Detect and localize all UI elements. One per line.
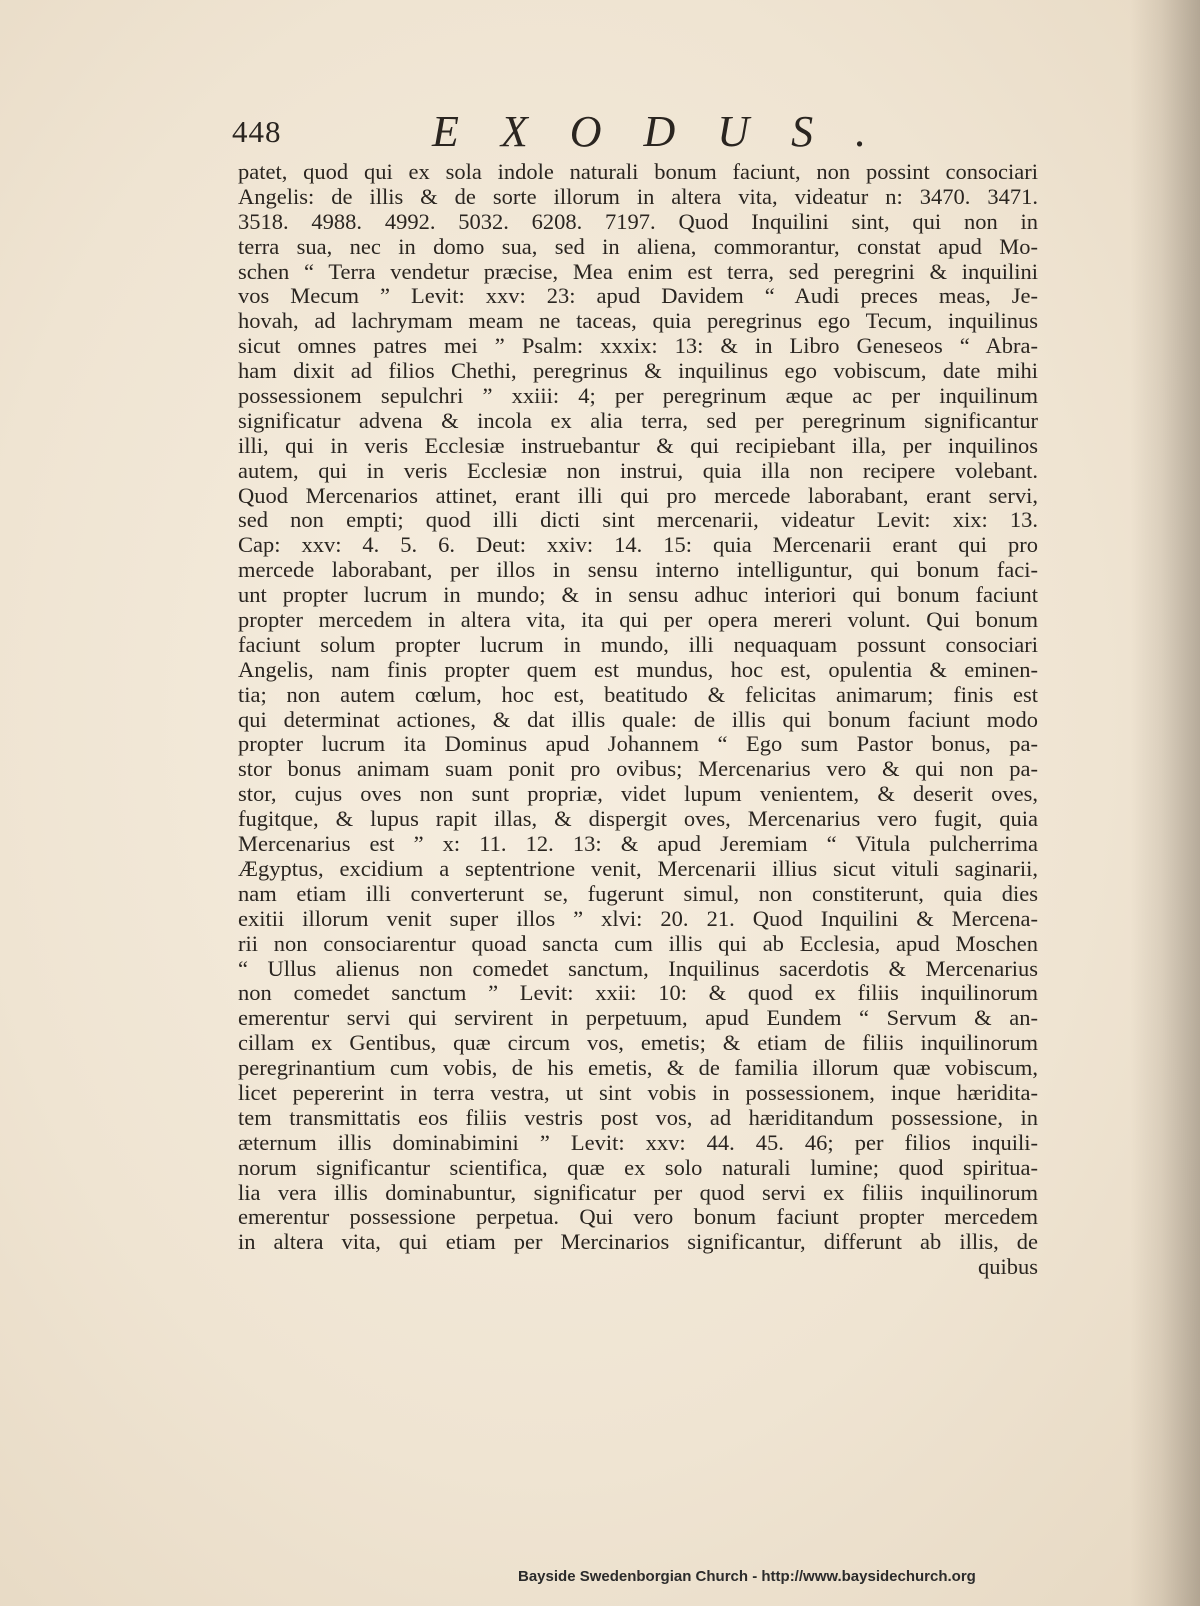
binding-shadow xyxy=(1130,0,1200,1606)
text-line: sed non empti; quod illi dicti sint mercenarii, videatur Levit: xix: 13. xyxy=(238,507,1038,533)
text-line: schen “ Terra vendetur præcise, Mea enim est terra, sed peregrini & inquilini xyxy=(238,258,1038,284)
text-line: tia; non autem cœlum, hoc est, beatitudo & felicitas animarum; finis est xyxy=(238,681,1038,707)
text-line: licet pepererint in terra vestra, ut sint vobis in possessionem, inque hæridita- xyxy=(238,1079,1038,1105)
text-line: cillam ex Gentibus, quæ circum vos, emetis; & etiam de filiis inquilinorum xyxy=(238,1030,1038,1056)
text-line: faciunt solum propter lucrum in mundo, illi nequaquam possunt consociari xyxy=(238,631,1038,657)
text-line: possessionem sepulchri ” xxiii: 4; per peregrinum æque ac per inquilinum xyxy=(238,383,1038,409)
text-line: æternum illis dominabimini ” Levit: xxv: 44. 45. 46; per filios inquili- xyxy=(238,1129,1038,1155)
text-line: “ Ullus alienus non comedet sanctum, Inquilinus sacerdotis & Mercenarius xyxy=(238,955,1038,981)
text-line: vos Mecum ” Levit: xxv: 23: apud Davidem “ Audi preces meas, Je- xyxy=(238,283,1038,309)
text-line: stor bonus animam suam ponit pro ovibus; Mercenarius vero & qui non pa- xyxy=(238,756,1038,782)
body-text xyxy=(238,160,1038,1280)
text-line: rii non consociarentur quoad sancta cum illis qui ab Ecclesia, apud Moschen xyxy=(238,930,1038,956)
text-line: propter lucrum ita Dominus apud Johannem “ Ego sum Pastor bonus, pa- xyxy=(238,731,1038,757)
footer-credit: Bayside Swedenborgian Church - http://www.baysidechurch.org xyxy=(518,1568,976,1585)
text-line: sicut omnes patres mei ” Psalm: xxxix: 13: & in Libro Geneseos “ Abra- xyxy=(238,333,1038,359)
text-line: hovah, ad lachrymam meam ne taceas, quia peregrinus ego Tecum, inquilinus xyxy=(238,308,1038,334)
text-line: non comedet sanctum ” Levit: xxii: 10: & quod ex filiis inquilinorum xyxy=(238,980,1038,1006)
text-line: exitii illorum venit super illos ” xlvi: 20. 21. Quod Inquilini & Mercena- xyxy=(238,905,1038,931)
text-line: mercede laborabant, per illos in sensu interno intelliguntur, qui bonum faci- xyxy=(238,557,1038,583)
text-line: Angelis, nam finis propter quem est mundus, hoc est, opulentia & eminen- xyxy=(238,656,1038,682)
running-title: EXODUS. xyxy=(432,107,909,156)
text-line: 3518. 4988. 4992. 5032. 6208. 7197. Quod Inquilini sint, qui non in xyxy=(238,208,1038,234)
text-line: autem, qui in veris Ecclesiæ non instrui, quia illa non recipere volebant. xyxy=(238,457,1038,483)
text-line: in altera vita, qui etiam per Mercinarios significantur, differunt ab illis, de xyxy=(238,1229,1038,1255)
text-line: peregrinantium cum vobis, de his emetis, & de familia illorum quæ vobiscum, xyxy=(238,1055,1038,1081)
catchword: quibus xyxy=(977,1254,1038,1280)
text-line: emerentur servi qui servirent in perpetuum, apud Eundem “ Servum & an- xyxy=(238,1005,1038,1031)
text-line: qui determinat actiones, & dat illis quale: de illis qui bonum faciunt modo xyxy=(238,706,1038,732)
text-line: terra sua, nec in domo sua, sed in aliena, commorantur, constat apud Mo- xyxy=(238,233,1038,259)
text-line: illi, qui in veris Ecclesiæ instruebantur & qui recipiebant illa, per inquilinos xyxy=(238,432,1038,458)
text-line: Ægyptus, excidium a septentrione venit, Mercenarii illius sicut vituli saginarii, xyxy=(238,855,1038,881)
text-line: norum significantur scientifica, quæ ex solo naturali lumine; quod spiritua- xyxy=(238,1154,1038,1180)
text-line: tem transmittatis eos filiis vestris post vos, ad hæriditandum possessione, in xyxy=(238,1104,1038,1130)
text-line: unt propter lucrum in mundo; & in sensu adhuc interiori qui bonum faciunt xyxy=(238,582,1038,608)
text-line: propter mercedem in altera vita, ita qui per opera mereri volunt. Qui bonum xyxy=(238,607,1038,633)
page-header xyxy=(232,106,1032,156)
page-number: 448 xyxy=(232,114,282,149)
text-line: significatur advena & incola ex alia terra, sed per peregrinum significantur xyxy=(238,407,1038,433)
text-line: Angelis: de illis & de sorte illorum in altera vita, videatur n: 3470. 3471. xyxy=(238,183,1038,209)
text-line: Cap: xxv: 4. 5. 6. Deut: xxiv: 14. 15: quia Mercenarii erant qui pro xyxy=(238,532,1038,558)
text-line: fugitque, & lupus rapit illas, & dispergit oves, Mercenarius vero fugit, quia xyxy=(238,806,1038,832)
text-line: nam etiam illi converterunt se, fugerunt simul, non constiterunt, quia dies xyxy=(238,880,1038,906)
text-line: patet, quod qui ex sola indole naturali bonum faciunt, non possint consociari xyxy=(238,159,1038,184)
text-line: Mercenarius est ” x: 11. 12. 13: & apud Jeremiam “ Vitula pulcherrima xyxy=(238,831,1038,857)
text-line: ham dixit ad filios Chethi, peregrinus & inquilinus ego vobiscum, date mihi xyxy=(238,358,1038,384)
text-line: lia vera illis dominabuntur, significatur per quod servi ex filiis inquilinorum xyxy=(238,1179,1038,1205)
text-line: emerentur possessione perpetua. Qui vero bonum faciunt propter mercedem xyxy=(238,1204,1038,1230)
text-line: Quod Mercenarios attinet, erant illi qui pro mercede laborabant, erant servi, xyxy=(238,482,1038,508)
text-line: stor, cujus oves non sunt propriæ, videt lupum venientem, & deserit oves, xyxy=(238,781,1038,807)
